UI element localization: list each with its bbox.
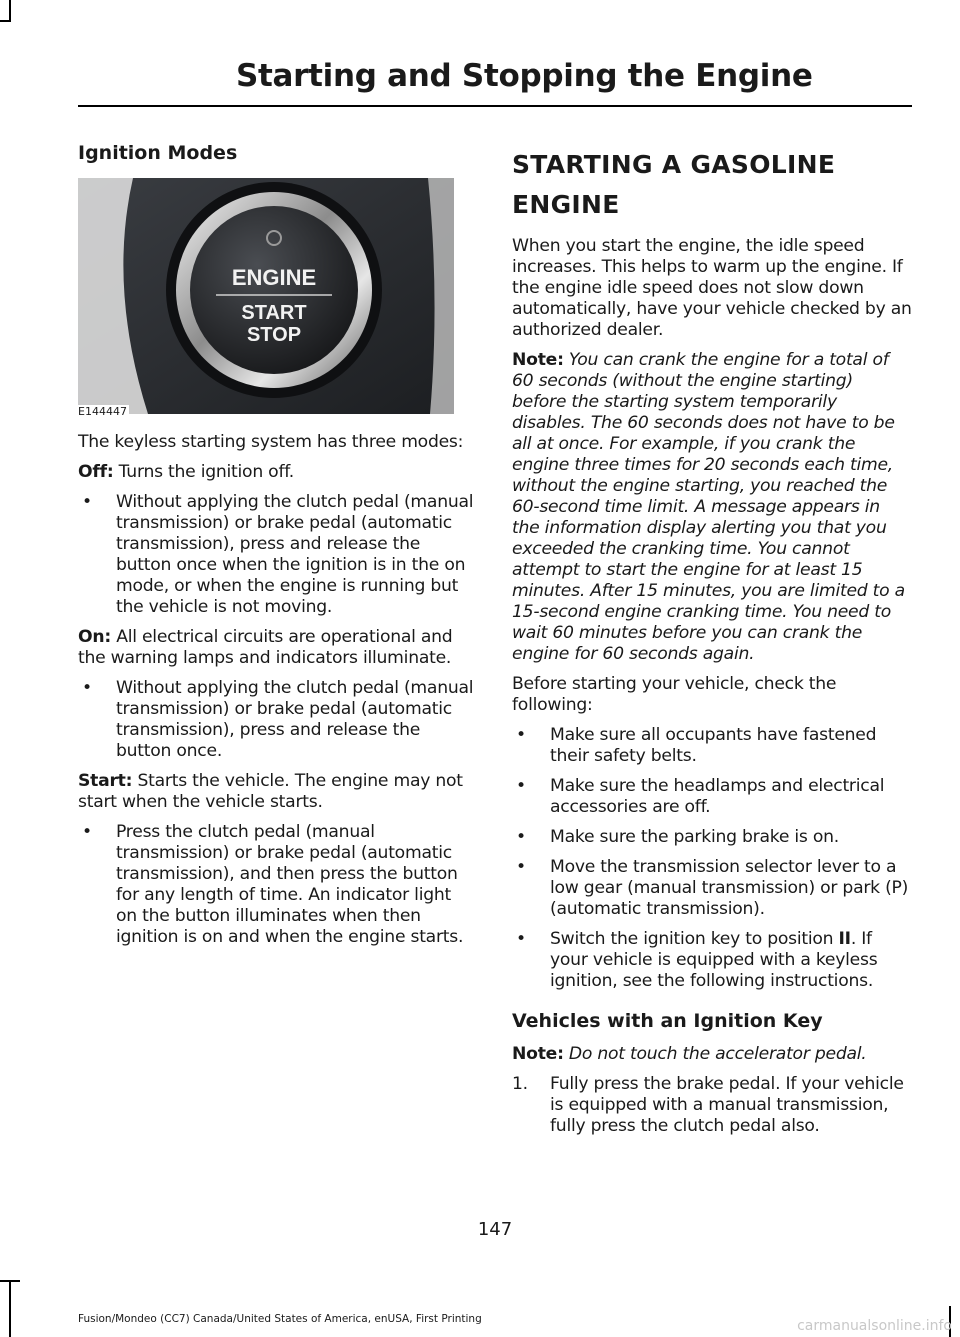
on-mode-paragraph: On: All electrical circuits are operational and the warning lamps and indicators illuminate.: [78, 627, 453, 668]
list-item: 1. Fully press the brake pedal. If your vehicle is equipped with a manual transmission, fully press the clutch pedal also.: [512, 1074, 904, 1136]
list-item: • Switch the ignition key to position II. If your vehicle is equipped with a keyless ignition, see the following instructions.: [516, 929, 878, 991]
off-mode-paragraph: Off: Turns the ignition off.: [78, 462, 295, 482]
on-label: On:: [78, 627, 111, 647]
engine-start-stop-button-image: [78, 178, 454, 414]
off-label: Off:: [78, 462, 114, 482]
note-paragraph: Note: Do not touch the accelerator pedal.: [512, 1044, 867, 1064]
list-item: • Move the transmission selector lever to a low gear (manual transmission) or park (P) (automatic transmission).: [516, 857, 909, 919]
watermark: carmanualsonline.info: [797, 1318, 952, 1334]
crop-mark: [0, 20, 11, 22]
header-divider: [78, 105, 912, 107]
right-column: [512, 142, 912, 1146]
note-label: Note:: [512, 1044, 564, 1064]
note-label: Note:: [512, 350, 564, 370]
button-label-engine: ENGINE: [231, 265, 317, 290]
figure-id: E144447: [78, 405, 127, 418]
list-item: • Without applying the clutch pedal (manual transmission) or brake pedal (automatic transmission), press and release the button once.: [82, 678, 474, 761]
checklist-intro: Before starting your vehicle, check the following:: [512, 674, 837, 715]
intro-paragraph: The keyless starting system has three modes:: [78, 432, 464, 452]
list-item: • Make sure the headlamps and electrical accessories are off.: [516, 776, 885, 817]
note-paragraph: Note: You can crank the engine for a total of 60 seconds (without the engine starting) before the starting system temporarily disables. The 60 seconds does not have to be all at once. For example, if you crank the engine three times for 20 seconds each time, without the engine starting, you reached the 60-second time limit. A message appears in the information display alerting you that you exceeded the cranking time. You cannot attempt to start the engine for at least 15 minutes. After 15 minutes, you are limited to a 15-second engine cranking time. You need to wait 60 minutes before you can crank the engine for 60 seconds again.: [512, 350, 905, 664]
start-mode-paragraph: Start: Starts the vehicle. The engine may not start when the vehicle starts.: [78, 771, 463, 812]
left-column: [78, 142, 476, 957]
list-item: • Press the clutch pedal (manual transmission) or brake pedal (automatic transmission), and then press the button for any length of time. An indicator light on the button illuminates when then ignition is on and when the engine starts.: [82, 822, 464, 947]
list-item: • Without applying the clutch pedal (manual transmission) or brake pedal (automatic transmission), press and release the button once when the ignition is in the on mode, or when the engine is running but the vehicle is not moving.: [82, 492, 474, 617]
button-label-stop: STOP: [246, 324, 302, 346]
subheading-ignition-key: Vehicles with an Ignition Key: [512, 1010, 823, 1032]
start-label: Start:: [78, 771, 133, 791]
crop-mark: [9, 1280, 11, 1337]
list-item: • Make sure all occupants have fastened their safety belts.: [516, 725, 877, 766]
section-heading-ignition-modes: Ignition Modes: [78, 142, 238, 164]
list-item: • Make sure the parking brake is on.: [516, 827, 839, 847]
button-label-start: START: [241, 302, 307, 324]
crop-mark: [0, 1280, 20, 1282]
ignition-button-figure: [78, 178, 454, 418]
page-number: 147: [477, 1219, 513, 1240]
section-heading-starting-gasoline-engine: STARTING A GASOLINE ENGINE: [512, 150, 836, 219]
crop-mark: [9, 0, 11, 22]
intro-paragraph: When you start the engine, the idle speed increases. This helps to warm up the engine. If the engine idle speed does not slow down automatically, have your vehicle checked by an authorized dealer.: [512, 236, 912, 340]
page-header-title: Starting and Stopping the Engine: [236, 58, 813, 94]
footer-text: Fusion/Mondeo (CC7) Canada/United States of America, enUSA, First Printing: [78, 1313, 482, 1325]
